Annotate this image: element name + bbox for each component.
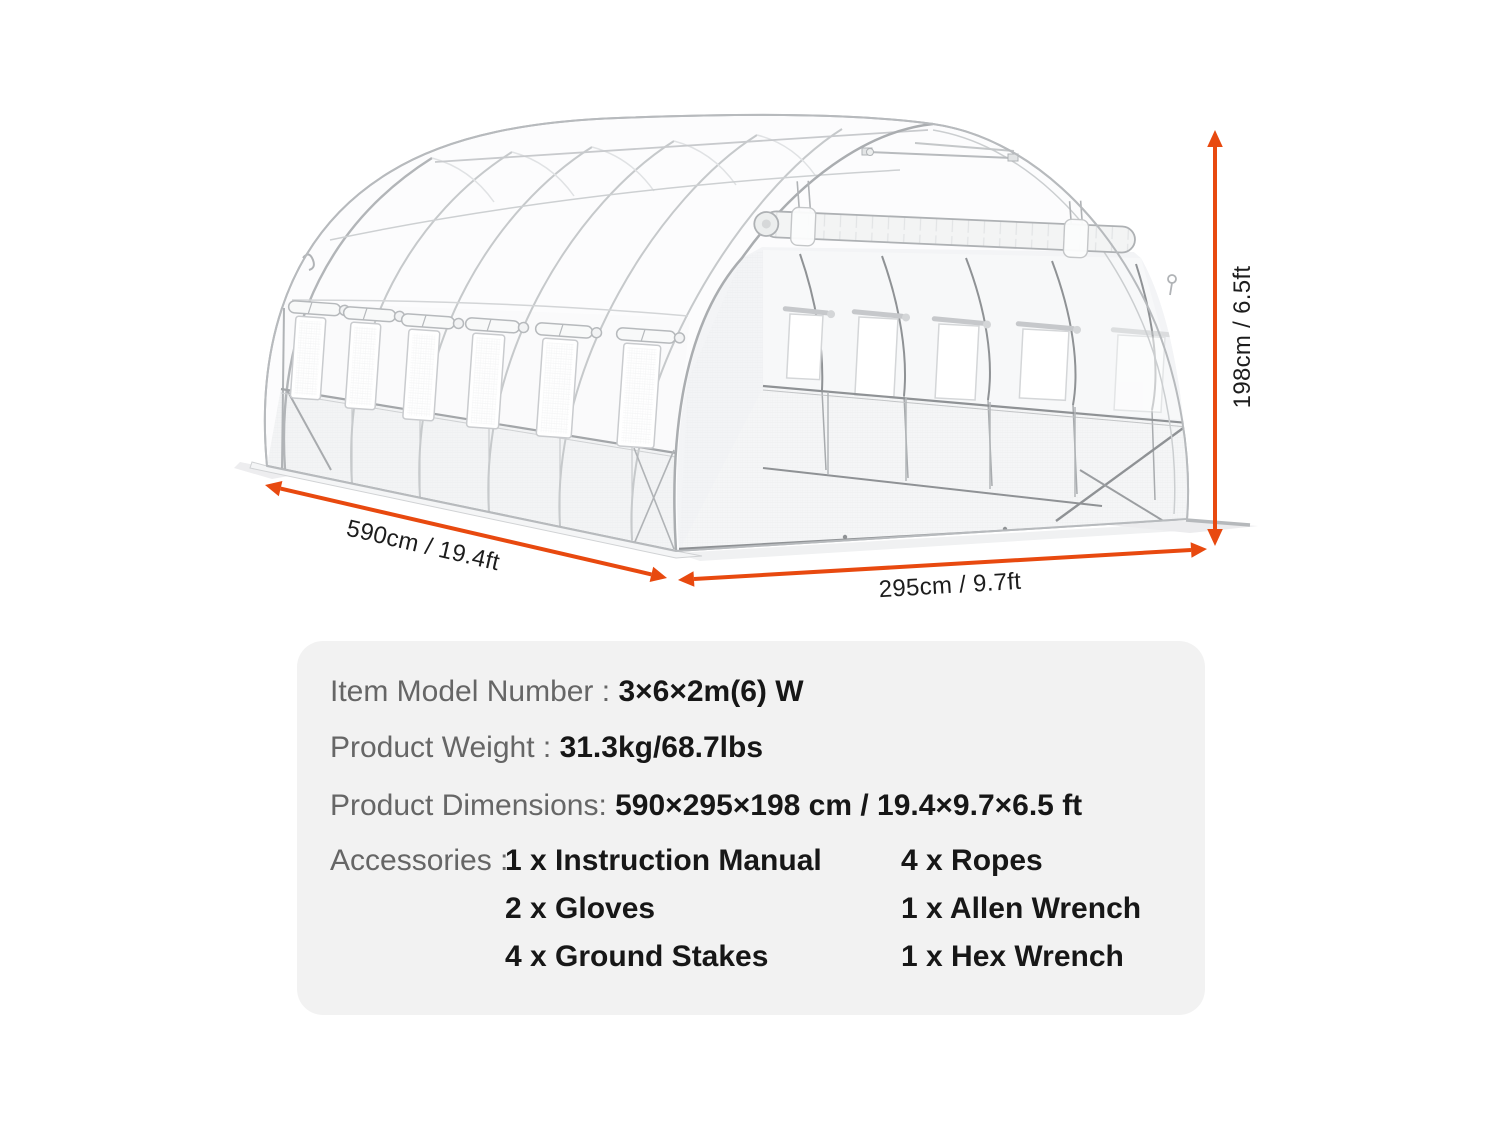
spec-panel <box>297 641 1205 1015</box>
accessories-label: Accessories : <box>330 844 509 877</box>
dimension-label-length: 590cm / 19.4ft <box>343 514 503 577</box>
accessory-item: 1 x Instruction Manual <box>505 844 822 877</box>
spec-value-weight: 31.3kg/68.7lbs <box>559 731 764 764</box>
spec-label-dimensions: Product Dimensions: <box>330 789 616 822</box>
spec-label-model: Item Model Number : <box>330 675 619 708</box>
spec-label-weight: Product Weight : <box>330 731 560 764</box>
spec-value-dimensions: 590×295×198 cm / 19.4×9.7×6.5 ft <box>615 789 1083 822</box>
spec-row-dimensions <box>330 788 1082 824</box>
dimension-label-height: 198cm / 6.5ft <box>1229 265 1256 409</box>
spec-row-model <box>330 674 804 710</box>
accessory-item: 4 x Ground Stakes <box>505 940 769 973</box>
accessory-item: 1 x Allen Wrench <box>901 892 1142 925</box>
door-opening-interior <box>677 247 1196 553</box>
dimension-label-width: 295cm / 9.7ft <box>877 567 1022 604</box>
spec-value-model: 3×6×2m(6) W <box>618 675 804 708</box>
accessory-item: 2 x Gloves <box>505 892 656 925</box>
accessory-item: 1 x Hex Wrench <box>901 940 1124 973</box>
spec-row-weight <box>330 730 763 766</box>
accessory-item: 4 x Ropes <box>901 844 1043 877</box>
